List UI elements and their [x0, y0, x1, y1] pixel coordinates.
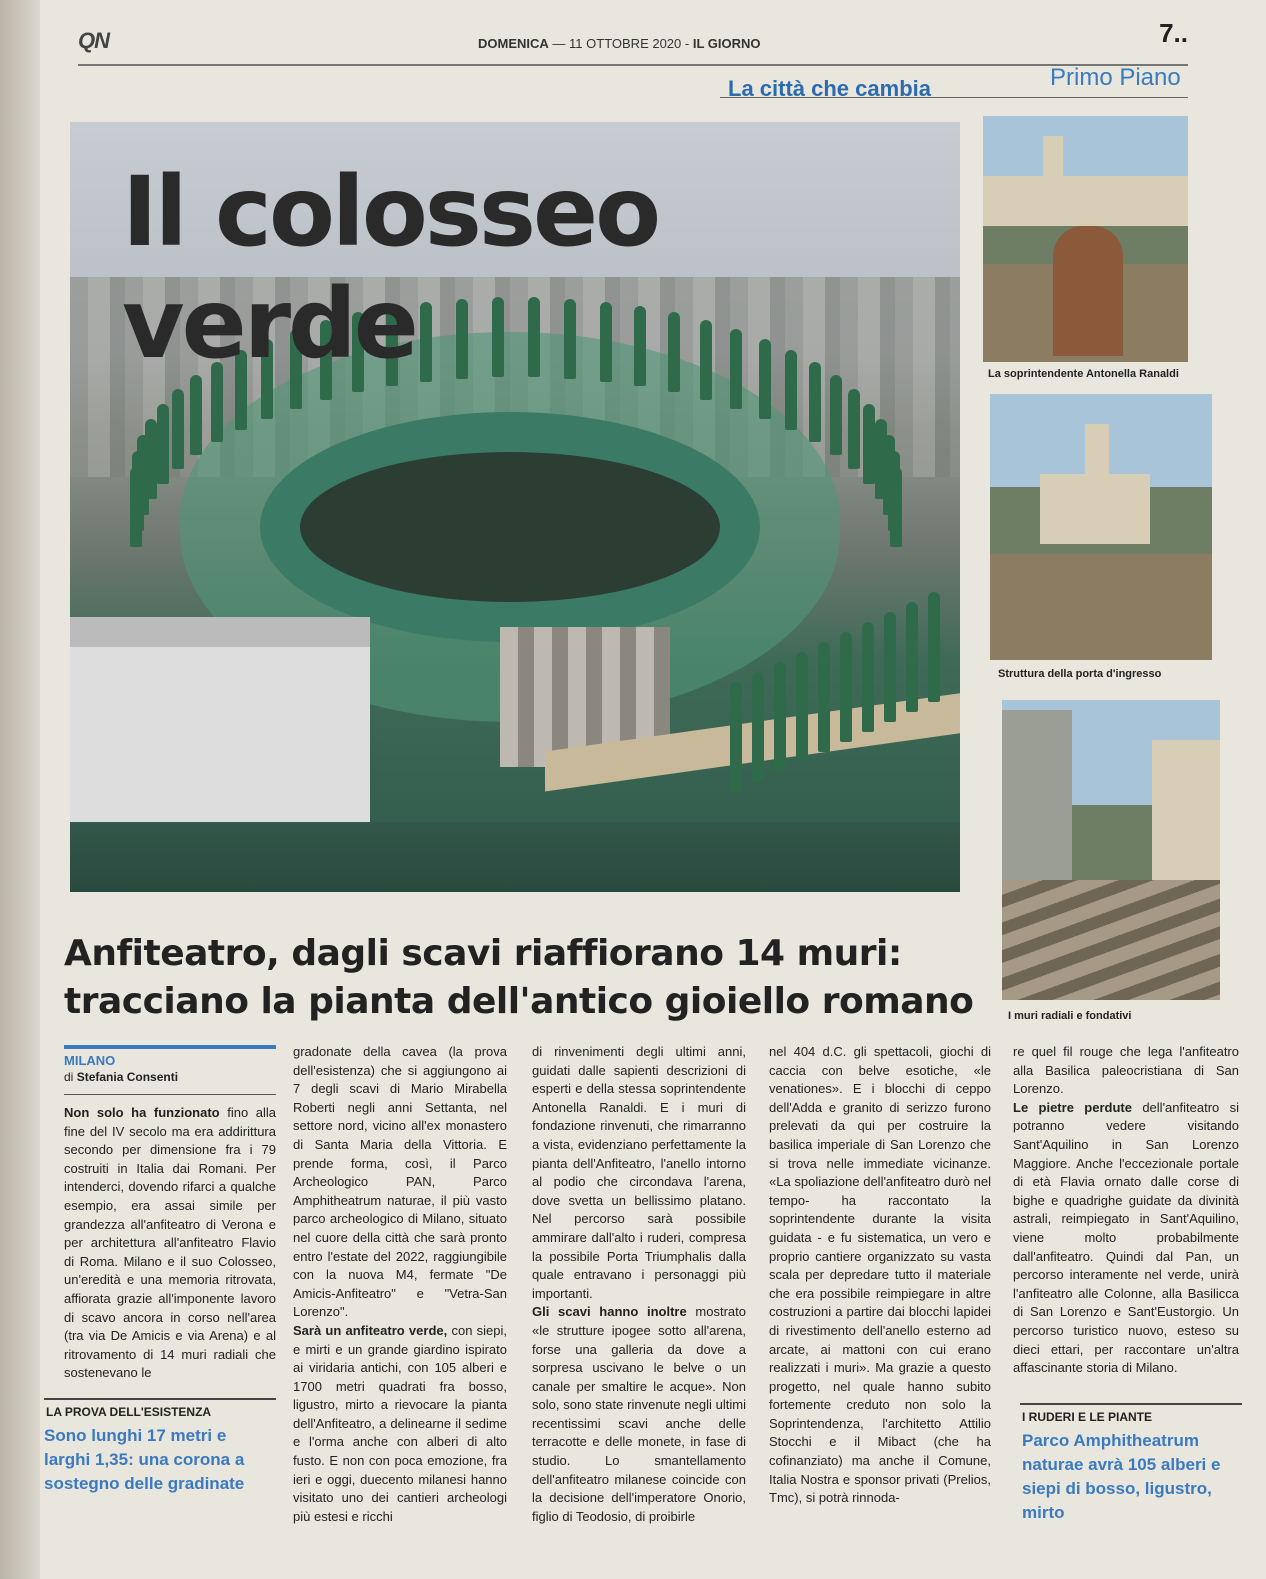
col3-lead: Gli scavi hanno inoltre: [532, 1304, 687, 1320]
arena-illustration: [300, 452, 720, 602]
photo-caption-2: Struttura della porta d'ingresso: [998, 668, 1162, 680]
apartment-shape-left: [1002, 710, 1072, 890]
photo-soprintendente: [983, 116, 1188, 362]
col4-text: nel 404 d.C. gli spettacoli, giochi di caccia con belve esotiche, «le venationes». E i blocchi di ceppo dell'Adda e granito di serizzo furono prelevati da qui per costruire la basilica imperiale di San Lorenzo che si trova nelle immediate vicinanze. «La spoliazione dell'anfiteatro durò nel tempo- ha raccontato la soprintendente durante la visita guidata - e fu sistematica, un vero e proprio cantiere organizzato su vasta scala per depredare tutto il materiale che era possibile reimpiegare in altre costruzioni a partire dai blocchi lapidei di rivestimento dell'anello esterno ad arcate, ai mattoni con cui erano realizzati i muri». Ma grazie a questo progetto, nel quale hanno subito fortemente creduto non solo la Soprintendenza, l'architetto Attilio Stocchi e il Mibact (che ha cofinanziato) ma anche il Comune, Italia Nostra e sponsor privati (Prelios, Tmc), si potrà rinnoda-: [769, 1044, 991, 1506]
dateline-dash: -: [684, 36, 690, 51]
dateline-date: 11 OTTOBRE 2020: [569, 36, 682, 51]
cypress-tree: [796, 652, 808, 762]
column-5: [1013, 1043, 1239, 1378]
byline-divider: [64, 1094, 276, 1095]
excavation-shape: [990, 554, 1212, 660]
box-2-kicker: I RUDERI E LE PIANTE: [1022, 1410, 1153, 1424]
hero-image: [70, 122, 960, 892]
person-figure: [1053, 226, 1123, 356]
box-2-pullquote: Parco Amphitheatrum naturae avrà 105 alberi e siepi di bosso, ligustro, mirto: [1022, 1431, 1221, 1522]
box-1-kicker: LA PROVA DELL'ESISTENZA: [46, 1405, 212, 1419]
cypress-tree: [157, 404, 169, 484]
byline: [64, 1070, 178, 1084]
buildings-shape: [983, 176, 1188, 226]
page-number: 7..: [1159, 18, 1188, 48]
column-2: [293, 1043, 507, 1526]
hero-title: Il colosseo verde: [122, 156, 659, 380]
col2-lead: Sarà un anfiteatro verde,: [293, 1322, 448, 1338]
dateline: [478, 36, 761, 51]
photo-caption-1: La soprintendente Antonella Ranaldi: [988, 368, 1179, 380]
box-2-rule: [1020, 1403, 1242, 1405]
col3-text: mostrato «le strutture ipogee sotto all'arena, forse una galleria da dove a sorpresa uscivano le belve o un canale per smaltire le acque». Non solo, sono state rinvenute negli ultimi recentissimi scavi anche delle terracotte e delle monete, in fase di studio. Lo smantellamento dell'anfiteatro milanese coincide con la decisione dell'imperatore Onorio, figlio di Teodosio, di proibirle: [532, 1304, 746, 1524]
col1-text: fino alla fine del IV secolo ma era addirittura secondo per dimensione fra i 79 costruiti in Italia dai Romani. Per intenderci, dovendo rifarci a qualche esempio, era assai simile per grandezza all'anfiteatro di Verona e per architettura all'anfiteatro Flavio di Roma. Milano e il suo Colosseo, un'eredità e una memoria ritrovata, affiorata grazie all'imponente lavoro di scavo ancora in corso nell'area (tra via De Amicis e via Arena) e al ritrovamento di 14 muri radiali che sostenevano le: [64, 1105, 276, 1381]
column-1: [64, 1104, 276, 1383]
byline-rule: [64, 1045, 276, 1049]
cypress-tree: [818, 642, 830, 752]
dateline-day: DOMENICA: [478, 36, 549, 51]
col5-text: dell'anfiteatro si potranno vedere visitando Sant'Aquilino in San Lorenzo Maggiore. Anche l'eccezionale portale di età Flavia ornato dalle corse di bighe e quadrighe guidate da divinità astrali, reimpiegato in Sant'Aquilino, viene molto probabilmente dall'anfiteatro. Quindi dal Pan, un percorso interamente nel verde, unirà l'anfiteatro alle Colonne, alla Basilicca di San Lorenzo e Sant'Eustorgio. Un percorso turistico nuovo, esteso su dieci ettari, per raccontare un'altra affascinante storia di Milano.: [1013, 1099, 1239, 1376]
col2-text: con siepi, e mirti e un grande giardino ispirato ai viridaria antichi, con 105 alberi e 1700 metri quadrati fra bosso, ligustro, mirto a rievocare la pianta dell'Anfiteatro, a delinearne il sedime e l'orma anche con alberi di alto fusto. E non con poca emozione, fra ieri e oggi, duecento milanesi hanno visitato uno dei cantieri archeologi più estesi e ricchi: [293, 1322, 507, 1524]
foreground-illustration: [70, 822, 960, 892]
box-1-pullquote: Sono lunghi 17 metri e larghi 1,35: una corona a sostegno delle gradinate: [44, 1426, 245, 1493]
photo-caption-3: I muri radiali e fondativi: [1008, 1010, 1132, 1022]
photo-porta: [990, 394, 1212, 660]
qn-logo: QN: [78, 28, 109, 53]
col5-lead: Le pietre perdute: [1013, 1099, 1132, 1115]
rubric-divider: [720, 97, 1188, 98]
cypress-tree: [840, 632, 852, 742]
page-gutter: [0, 0, 40, 1579]
city-tag: MILANO: [64, 1053, 116, 1068]
section-title: La città che cambia: [728, 76, 931, 101]
cypress-tree: [190, 375, 202, 455]
col5-para-1: re quel fil rouge che lega l'anfiteatro alla Basilica paleocristiana di San Lorenzo.: [1013, 1044, 1239, 1097]
col2-para-1: gradonate della cavea (la prova dell'esistenza) che si aggiungono ai 7 degli scavi di Mario Mirabella Roberti negli anni Settanta, nel settore nord, vicino all'ex monastero di Santa Maria della Vittoria. E prende forma, così, il Parco Archeologico PAN, Parco Amphitheatrum naturae, il più vasto parco archeologico di Milano, situato nel cuore della città che sarà pronto entro l'estate del 2022, raggiungibile con la nuova M4, fermate "De Amicis-Anfiteatro" e "Vetra-San Lorenzo".: [293, 1044, 507, 1320]
cypress-tree: [890, 467, 902, 547]
cypress-tree: [730, 682, 742, 792]
cypress-tree: [172, 389, 184, 469]
author-prefix: di: [64, 1070, 74, 1084]
col3-para-1: di rinvenimenti degli ultimi anni, guidati dalle sapienti descrizioni di esperti e della stessa soprintendente Antonella Ranaldi. E i muri di fondazione rinvenuti, che rimarranno a vista, evidenziano perfettamente la pianta dell'Anfiteatro, l'anello intorno al podio che circondava l'arena, dove svetta un bellissimo platano. Nel percorso sarà possibile ammirare dall'alto i ruderi, compresa la possibile Porta Triumphalis dalla quale entravano i personaggi più importanti.: [532, 1044, 746, 1301]
cypress-tree: [145, 419, 157, 499]
radial-walls-shape: [1002, 880, 1220, 1000]
cypress-tree: [928, 592, 940, 702]
page-header: [78, 18, 1188, 66]
cypress-tree: [884, 612, 896, 722]
villa-shape: [1040, 474, 1150, 544]
column-4: [769, 1043, 991, 1508]
headline-line-2: tracciano la pianta dell'antico gioiello romano: [64, 981, 974, 1022]
dateline-paper: IL GIORNO: [692, 36, 761, 51]
column-3: [532, 1043, 746, 1526]
photo-muri: [1002, 700, 1220, 1000]
dateline-separator: —: [552, 36, 566, 51]
col1-lead: Non solo ha funzionato: [64, 1105, 220, 1120]
article-headline: [64, 930, 994, 1026]
box-1-rule: [44, 1398, 276, 1400]
cypress-tree: [752, 672, 764, 782]
cypress-tree: [862, 622, 874, 732]
cypress-tree: [906, 602, 918, 712]
cypress-tree: [848, 389, 860, 469]
apartment-shape: [1152, 740, 1220, 890]
cypress-tree: [863, 404, 875, 484]
author-name: Stefania Consenti: [76, 1070, 179, 1084]
cypress-tree: [774, 662, 786, 772]
headline-line-1: Anfiteatro, dagli scavi riaffiorano 14 muri:: [64, 933, 902, 974]
cypress-tree: [830, 375, 842, 455]
rubric-label: Primo Piano: [1050, 64, 1181, 91]
